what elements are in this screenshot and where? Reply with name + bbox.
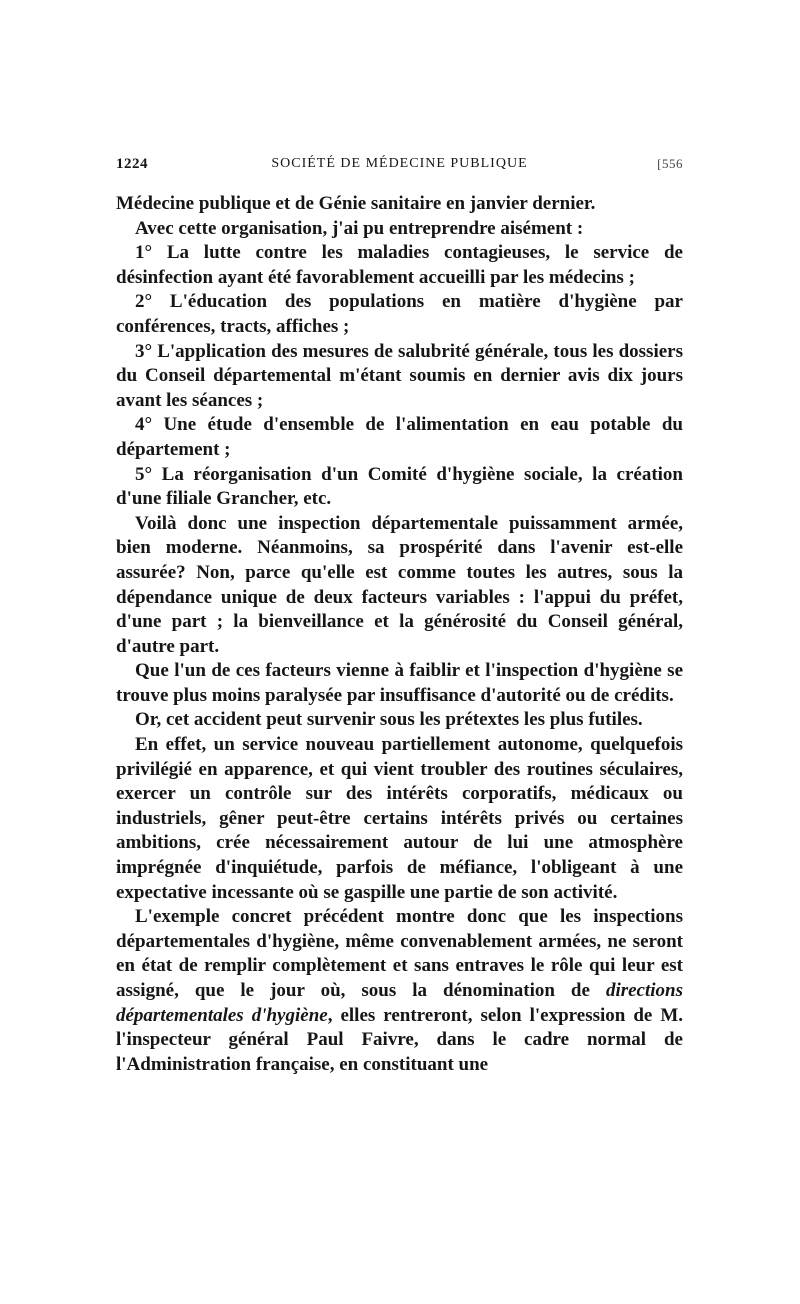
page-number: 1224 <box>116 156 148 172</box>
paragraph-intro: Avec cette organisation, j'ai pu entreprendre aisément : <box>135 217 584 239</box>
paragraph-que: Que l'un de ces facteurs vienne à faiblir et l'inspection d'hygiène se trouve plus moins paralysée par insuffisance d'autorité ou de crédits. <box>116 660 683 706</box>
paragraph-or: Or, cet accident peut survenir sous les prétextes les plus futiles. <box>135 709 643 731</box>
list-item-1: 1° La lutte contre les maladies contagieuses, le service de désinfection ayant été favorablement accueilli par les médecins ; <box>116 242 683 288</box>
body-text <box>116 192 683 1077</box>
paragraph-continuation: Médecine publique et de Génie sanitaire en janvier dernier. <box>116 193 596 214</box>
running-title: SOCIÉTÉ DE MÉDECINE PUBLIQUE <box>271 156 528 171</box>
italic-term: directions départementales d'hygiène <box>116 980 683 1026</box>
paragraph-voila: Voilà donc une inspection départementale puissamment armée, bien moderne. Néanmoins, sa prospérité dans l'avenir est-elle assurée? Non, parce qu'elle est comme toutes les autres, sous la dépendance unique de deux facteurs variables : l'appui du préfet, d'une part ; la bienveillance et la générosité du Conseil général, d'autre part. <box>116 512 683 657</box>
bracket-folio: [556 <box>657 156 683 171</box>
paragraph-exemple-part1: L'exemple concret précédent montre donc que les inspections départementales d'hygiène, même convenablement armées, ne seront en état de remplir complètement et sans entraves le rôle qui leur est assigné, que le jour où, sous la dénomination de <box>116 906 683 1001</box>
paragraph-en-effet: En effet, un service nouveau partiellement autonome, quelquefois privilégié en apparence, et qui vient troubler des routines séculaires, exercer un contrôle sur des intérêts corporatifs, médicaux ou industriels, gêner peut-être certains intérêts privés ou certaines ambitions, crée nécessairement autour de lui une atmosphère imprégnée d'inquiétude, parfois de méfiance, l'obligeant à une expectative incessante où se gaspille une partie de son activité. <box>116 734 683 903</box>
paragraph-exemple <box>116 905 683 1077</box>
list-item-4: 4° Une étude d'ensemble de l'alimentation en eau potable du département ; <box>116 414 683 460</box>
list-item-5: 5° La réorganisation d'un Comité d'hygiène sociale, la création d'une filiale Grancher, etc. <box>116 463 683 510</box>
running-header <box>116 156 683 178</box>
document-page <box>116 156 683 1077</box>
list-item-2: 2° L'éducation des populations en matière d'hygiène par conférences, tracts, affiches ; <box>116 291 683 337</box>
list-item-3: 3° L'application des mesures de salubrité générale, tous les dossiers du Conseil départemental m'étant soumis en dernier avis dix jours avant les séances ; <box>116 340 683 411</box>
paragraph-exemple-part2: , elles rentreront, selon l'expression de M. l'inspecteur général Paul Faivre, dans le cadre normal de l'Administration française, en constituant une <box>116 1004 684 1075</box>
